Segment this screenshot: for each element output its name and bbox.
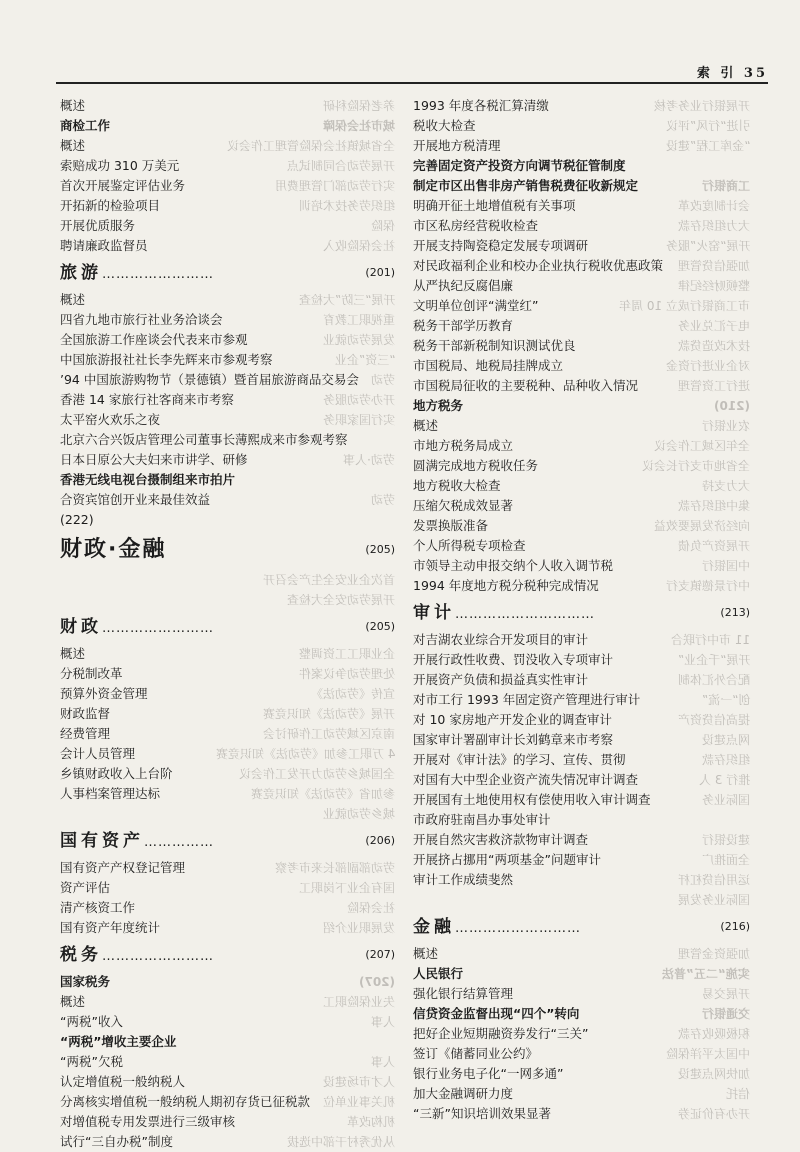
bleed-through-text: 实行劳动部门管理费用 <box>274 179 395 193</box>
index-column-right <box>413 96 750 1136</box>
index-entry <box>413 556 750 576</box>
bleed-through-text: 引进“行风”评议 <box>665 119 750 133</box>
bleed-through-text: 全面推广 <box>701 853 750 867</box>
index-entry <box>413 650 750 670</box>
bleed-through-text: “金库工程”建设 <box>665 139 750 153</box>
index-entry <box>413 984 750 1004</box>
bleed-through-text: 宣传《劳动法》 <box>310 687 395 701</box>
bleed-through-text: 积极吸收存款 <box>677 1027 750 1041</box>
bleed-through-text: 劳动 <box>370 373 395 387</box>
entry-text: 人民银行 <box>413 966 464 981</box>
entry-text: 分离核实增值税一般纳税人期初存货已征税款 <box>60 1094 311 1109</box>
bleed-through-text: 养老保险科研 <box>322 99 395 113</box>
entry-text: 对 10 家房地产开发企业的调查审计 <box>413 712 612 727</box>
index-entry <box>60 290 395 310</box>
bleed-through-text: 从优秀村干部中选拔 <box>286 1135 395 1149</box>
leader-dots: …………………… <box>102 621 214 636</box>
entry-text: 会计人员管理 <box>60 746 136 761</box>
bleed-through-text: 技术改造贷款 <box>677 339 750 353</box>
bleed-through-text: 社会保险收入 <box>322 239 395 253</box>
entry-text: 开展资产负债和损益真实性审计 <box>413 672 589 687</box>
entry-text: “两税”收入 <box>60 1014 123 1029</box>
bleed-through-text: 开展劳动合同制试点 <box>286 159 395 173</box>
index-entry <box>413 376 750 396</box>
entry-text: 开展自然灾害救济款物审计调查 <box>413 832 589 847</box>
section-title: 财政·金融 <box>60 537 167 562</box>
index-entry <box>60 1072 395 1092</box>
index-entry <box>413 630 750 650</box>
index-entry <box>60 350 395 370</box>
bleed-through-text: 南京区域劳动工作研讨会 <box>262 727 395 741</box>
bleed-through-text: 开展交易 <box>701 987 750 1001</box>
index-entry <box>413 1004 750 1024</box>
index-entry <box>60 724 395 744</box>
bleed-through-text: 对企业进行资金 <box>665 359 750 373</box>
bleed-through-text: 发展职业介绍 <box>322 921 395 935</box>
entry-text: 明确开征土地增值税有关事项 <box>413 198 576 213</box>
bleed-through-text: 首次企业安全生产会召开 <box>262 573 395 587</box>
index-entry <box>60 510 395 530</box>
index-entry <box>413 670 750 690</box>
entry-text: 国家审计署副审计长刘鹤章来市考察 <box>413 732 614 747</box>
bleed-through-text: 中国太平洋保险 <box>665 1047 750 1061</box>
entry-text: 经费管理 <box>60 726 111 741</box>
index-entry <box>60 898 395 918</box>
entry-text: 从严执纪反腐倡廉 <box>413 278 514 293</box>
entry-text: 概述 <box>413 946 439 961</box>
entry-text: 市政府驻南昌办事处审计 <box>413 812 551 827</box>
bleed-through-text: 人才市场建设 <box>322 1075 395 1089</box>
bleed-through-text: 向经济发展要效益 <box>653 519 750 533</box>
bleed-through-text: 实行国家职务 <box>322 413 395 427</box>
entry-text: 1993 年度各税汇算清缴 <box>413 98 549 113</box>
bleed-through-text: 城乡劳动就业 <box>322 807 395 821</box>
index-entry <box>60 644 395 664</box>
bleed-through-text: 全国城乡劳动力开发工作会议 <box>238 767 395 781</box>
bleed-through-text: 交通银行 <box>701 1007 750 1021</box>
entry-text: “两税”增收主要企业 <box>60 1034 177 1049</box>
index-entry <box>60 136 395 156</box>
entry-text: 对国有大中型企业资产流失情况审计调查 <box>413 772 639 787</box>
bleed-through-text: 国际业务发展 <box>677 893 750 907</box>
index-entry <box>60 664 395 684</box>
section-title: 国有资产 <box>60 831 144 851</box>
section-title: 审计 <box>413 603 455 623</box>
entry-text: 香港 14 家旅行社客商来市考察 <box>60 392 234 407</box>
bleed-through-text: 人事 <box>370 1015 395 1029</box>
entry-text: 索赔成功 310 万美元 <box>60 158 180 173</box>
index-entry <box>413 730 750 750</box>
section-title: 金融 <box>413 917 455 937</box>
entry-text: 对市工行 1993 年固定资产管理进行审计 <box>413 692 641 707</box>
bleed-through-text: 组织存款 <box>701 753 750 767</box>
index-section-heading <box>60 824 395 858</box>
entry-text: 税务干部学历教育 <box>413 318 514 333</box>
entry-text: 资产评估 <box>60 880 111 895</box>
index-entry <box>413 276 750 296</box>
index-entry <box>413 750 750 770</box>
index-section-heading <box>60 938 395 972</box>
bleed-through-text: 实施“二五”普法 <box>662 967 750 981</box>
bleed-through-text: 参加省《劳动法》知识竞赛 <box>250 787 395 801</box>
entry-text: 加大金融调研力度 <box>413 1086 514 1101</box>
index-entry <box>60 410 395 430</box>
entry-text: 圆满完成地方税收任务 <box>413 458 539 473</box>
index-entry <box>413 216 750 236</box>
entry-text: 北京六合兴饭店管理公司董事长薄熙成来市参观考察 <box>60 432 348 447</box>
index-entry <box>413 790 750 810</box>
index-entry <box>413 870 750 890</box>
entry-text: 聘请廉政监督员 <box>60 238 148 253</box>
bleed-through-text: 重视职工教育 <box>322 313 395 327</box>
index-entry <box>60 1132 395 1152</box>
entry-text: 国家税务 <box>60 974 111 989</box>
entry-text: 中国旅游报社社长李先辉来市参观考察 <box>60 352 273 367</box>
entry-text: 对增值税专用发票进行三级审核 <box>60 1114 236 1129</box>
entry-text: ’94 中国旅游购物节（景德镇）暨首届旅游商品交易会 <box>60 372 359 387</box>
entry-text: 清产核资工作 <box>60 900 136 915</box>
index-entry <box>60 450 395 470</box>
bleed-through-text: 全年区域工作会议 <box>653 439 750 453</box>
index-section-heading <box>413 910 750 944</box>
bleed-through-text: 机构改革 <box>346 1115 395 1129</box>
entry-text: 文明单位创评“满堂红” <box>413 298 539 313</box>
index-entry <box>60 764 395 784</box>
leader-dots: ………………………… <box>455 607 595 622</box>
entry-text: 日本日原公大夫妇来市讲学、研修 <box>60 452 248 467</box>
bleed-through-text: (207) <box>358 975 395 989</box>
bleed-through-text: 加快网点建设 <box>677 1067 750 1081</box>
entry-text: 把好企业短期融资券发行“三关” <box>413 1026 589 1041</box>
bleed-through-text: 开办有价证券 <box>677 1107 750 1121</box>
entry-text: 乡镇财政收入上台阶 <box>60 766 173 781</box>
entry-text: 预算外资金管理 <box>60 686 148 701</box>
index-entry <box>60 1032 395 1052</box>
entry-text: 审计工作成绩斐然 <box>413 872 514 887</box>
entry-text: 税务干部新税制知识测试优良 <box>413 338 576 353</box>
index-entry <box>60 972 395 992</box>
index-entry <box>413 396 750 416</box>
index-entry <box>60 390 395 410</box>
index-entry <box>413 456 750 476</box>
bleed-through-text: 信托 <box>725 1087 750 1101</box>
index-entry <box>413 830 750 850</box>
entry-text: 概述 <box>60 138 86 153</box>
index-entry <box>60 236 395 256</box>
entry-text: 商检工作 <box>60 118 111 133</box>
bleed-through-text: 中国银行 <box>701 559 750 573</box>
section-title: 旅游 <box>60 263 102 283</box>
leader-dots: …………… <box>144 835 214 850</box>
bleed-through-text: 大力组织存款 <box>677 219 750 233</box>
leader-dots: …………………… <box>102 949 214 964</box>
bleed-through-text: 工商银行 <box>701 179 750 193</box>
index-entry <box>413 810 750 830</box>
index-entry <box>413 236 750 256</box>
entry-text: 压缩欠税成效显著 <box>413 498 514 513</box>
leader-dots: ……………………… <box>455 921 581 936</box>
bleed-through-text: 国有企业下岗职工 <box>298 881 395 895</box>
entry-text: 签订《储蓄同业公约》 <box>413 1046 539 1061</box>
page-header <box>56 62 768 84</box>
index-entry <box>60 1052 395 1072</box>
bleed-through-text: 4 万职工参加《劳动法》知识竞赛 <box>215 747 395 761</box>
bleed-through-text: 中行景德镇支行 <box>665 579 750 593</box>
index-entry <box>413 176 750 196</box>
index-entry <box>413 536 750 556</box>
index-entry <box>60 1112 395 1132</box>
page-number: (216) <box>720 920 750 933</box>
index-entry <box>60 570 395 590</box>
index-entry <box>413 770 750 790</box>
index-entry <box>60 330 395 350</box>
entry-text: 开展对《审计法》的学习、宣传、贯彻 <box>413 752 626 767</box>
bleed-through-text: 加强信贷管理 <box>677 259 750 273</box>
page-header-text: 索 引 35 <box>696 66 768 81</box>
bleed-through-text: 保险 <box>370 219 395 233</box>
entry-text: 试行“三自办税”制度 <box>60 1134 173 1149</box>
bleed-through-text: 会计制度改革 <box>677 199 750 213</box>
entry-text: 概述 <box>60 98 86 113</box>
bleed-through-text: 电子汇兑业务 <box>677 319 750 333</box>
bleed-through-text: 失业保险职工 <box>322 995 395 1009</box>
index-entry <box>413 1104 750 1124</box>
index-entry <box>413 156 750 176</box>
index-entry <box>60 96 395 116</box>
entry-text: 市国税局征收的主要税种、品种收入情况 <box>413 378 639 393</box>
index-entry <box>60 590 395 610</box>
index-section-heading <box>60 256 395 290</box>
index-entry <box>60 1012 395 1032</box>
entry-text: 香港无线电视台摄制组来市拍片 <box>60 472 236 487</box>
index-section-heading <box>60 610 395 644</box>
entry-text: 概述 <box>60 994 86 1009</box>
index-entry <box>413 1064 750 1084</box>
index-entry <box>413 850 750 870</box>
index-entry <box>60 684 395 704</box>
entry-text: (222) <box>60 512 94 527</box>
entry-text: 概述 <box>60 646 86 661</box>
bleed-through-text: 网点建设 <box>701 733 750 747</box>
entry-text: 财政监督 <box>60 706 111 721</box>
index-entry <box>60 430 395 450</box>
index-entry <box>413 890 750 910</box>
entry-text: 认定增值税一般纳税人 <box>60 1074 186 1089</box>
entry-text: 首次开展鉴定评估业务 <box>60 178 186 193</box>
bleed-through-text: 集中组织存款 <box>677 499 750 513</box>
entry-text: 市地方税务局成立 <box>413 438 514 453</box>
bleed-through-text: 开展“窑火”服务 <box>665 239 750 253</box>
index-entry <box>60 858 395 878</box>
entry-text: 开展行政性收费、罚没收入专项审计 <box>413 652 614 667</box>
bleed-through-text: 劳动 <box>370 493 395 507</box>
bleed-through-text: 国际业务 <box>701 793 750 807</box>
page-number: (207) <box>365 948 395 961</box>
index-entry <box>60 470 395 490</box>
index-entry <box>413 436 750 456</box>
index-entry <box>413 336 750 356</box>
bleed-through-text: 全省地市支行长会议 <box>641 459 750 473</box>
entry-text: 开展地方税清理 <box>413 138 501 153</box>
entry-text: 对吉湖农业综合开发项目的审计 <box>413 632 589 647</box>
bleed-through-text: 处理劳动争议案件 <box>298 667 395 681</box>
entry-text: 国有资产年度统计 <box>60 920 161 935</box>
index-entry <box>60 216 395 236</box>
index-entry <box>60 784 395 804</box>
bleed-through-text: 提高信贷资产 <box>677 713 750 727</box>
bleed-through-text: 开办劳动服务 <box>322 393 395 407</box>
bleed-through-text: 全省城镇社会保险管理工作会议 <box>226 139 395 153</box>
bleed-through-text: 组织劳务技术培训 <box>298 199 395 213</box>
entry-text: 对民政福利企业和校办企业执行税收优惠政策 <box>413 258 664 273</box>
index-entry <box>413 1044 750 1064</box>
index-entry <box>413 964 750 984</box>
bleed-through-text: 开展银行业务考核 <box>653 99 750 113</box>
index-entry <box>60 878 395 898</box>
page-number: (205) <box>365 620 395 633</box>
index-entry <box>413 96 750 116</box>
page-number: (206) <box>365 834 395 847</box>
index-entry <box>413 416 750 436</box>
index-entry <box>60 992 395 1012</box>
entry-text: 市国税局、地税局挂牌成立 <box>413 358 564 373</box>
bleed-through-text: 建设银行 <box>701 833 750 847</box>
entry-text: 开展国有土地使用权有偿使用收入审计调查 <box>413 792 651 807</box>
bleed-through-text: 创“一流” <box>701 693 750 707</box>
index-entry <box>413 710 750 730</box>
index-entry <box>413 690 750 710</box>
entry-text: “三新”知识培训效果显著 <box>413 1106 551 1121</box>
bleed-through-text: 进行工资管理 <box>677 379 750 393</box>
bleed-through-text: (210) <box>713 399 750 413</box>
index-entry <box>413 516 750 536</box>
index-entry <box>60 490 395 510</box>
bleed-through-text: 运用信贷杠杆 <box>677 873 750 887</box>
entry-text: 银行业务电子化“一网多通” <box>413 1066 564 1081</box>
bleed-through-text: 劳动部副部长来市考察 <box>274 861 395 875</box>
entry-text: 1994 年度地方税分税种完成情况 <box>413 578 599 593</box>
bleed-through-text: 大力支持 <box>701 479 750 493</box>
bleed-through-text: 11 市中行联合 <box>670 633 750 647</box>
index-entry <box>60 176 395 196</box>
bleed-through-text: 整顿财经纪律 <box>677 279 750 293</box>
bleed-through-text: 开展《劳动法》知识竞赛 <box>262 707 395 721</box>
entry-text: 概述 <box>60 292 86 307</box>
entry-text: 制定市区出售非房产销售税费征收新规定 <box>413 178 639 193</box>
section-title: 税务 <box>60 945 102 965</box>
page-number: (201) <box>365 266 395 279</box>
entry-text: 市领导主动申报交纳个人收入调节税 <box>413 558 614 573</box>
bleed-through-text: “三资”企业 <box>334 353 395 367</box>
index-entry <box>413 356 750 376</box>
entry-text: 发票换版准备 <box>413 518 489 533</box>
entry-text: 四省九地市旅行社业务洽谈会 <box>60 312 223 327</box>
entry-text: 完善固定资产投资方向调节税征管制度 <box>413 158 626 173</box>
entry-text: 开拓新的检验项目 <box>60 198 161 213</box>
entry-text: 全国旅游工作座谈会代表来市参观 <box>60 332 248 347</box>
entry-text: 税收大检查 <box>413 118 476 133</box>
entry-text: 合资宾馆创开业来最佳效益 <box>60 492 211 507</box>
entry-text: “两税”欠税 <box>60 1054 123 1069</box>
entry-text: 概述 <box>413 418 439 433</box>
entry-text: 开展挤占挪用“两项基金”问题审计 <box>413 852 601 867</box>
bleed-through-text: 开展劳动安全大检查 <box>286 593 395 607</box>
index-entry <box>60 156 395 176</box>
index-entry <box>413 316 750 336</box>
bleed-through-text: 社会保险 <box>346 901 395 915</box>
index-entry <box>60 1092 395 1112</box>
index-entry <box>413 296 750 316</box>
index-entry <box>413 944 750 964</box>
index-entry <box>60 370 395 390</box>
entry-text: 开展支持陶瓷稳定发展专项调研 <box>413 238 589 253</box>
index-section-heading <box>60 530 395 570</box>
entry-text: 开展优质服务 <box>60 218 136 233</box>
bleed-through-text: 推行 3 人 <box>698 773 750 787</box>
section-title: 财政 <box>60 617 102 637</box>
entry-text: 信贷资金监督出现“四个”转向 <box>413 1006 580 1021</box>
index-entry <box>413 1084 750 1104</box>
index-entry <box>413 256 750 276</box>
index-entry <box>60 804 395 824</box>
bleed-through-text: 开展资产负债 <box>677 539 750 553</box>
entry-text: 国有资产产权登记管理 <box>60 860 186 875</box>
leader-dots: …………………… <box>102 267 214 282</box>
bleed-through-text: 农业银行 <box>701 419 750 433</box>
bleed-through-text: 开展“三防”大检查 <box>298 293 395 307</box>
bleed-through-text: 加强资金管理 <box>677 947 750 961</box>
index-entry <box>413 496 750 516</box>
bleed-through-text: 发展劳动就业 <box>322 333 395 347</box>
bleed-through-text: 人事 <box>370 1055 395 1069</box>
index-entry <box>413 196 750 216</box>
entry-text: 分税制改革 <box>60 666 123 681</box>
index-entry <box>60 196 395 216</box>
bleed-through-text: 企业职工工资调整 <box>298 647 395 661</box>
index-entry <box>60 918 395 938</box>
entry-text: 市区私房经营税收检查 <box>413 218 539 233</box>
entry-text: 太平窑火欢乐之夜 <box>60 412 161 427</box>
index-section-heading <box>413 596 750 630</box>
index-entry <box>413 576 750 596</box>
entry-text: 人事档案管理达标 <box>60 786 161 801</box>
index-entry <box>413 116 750 136</box>
entry-text: 个人所得税专项检查 <box>413 538 526 553</box>
page-number: (205) <box>365 543 395 556</box>
page-number: (213) <box>720 606 750 619</box>
index-entry <box>413 1024 750 1044</box>
index-entry <box>413 136 750 156</box>
index-entry <box>60 310 395 330</box>
bleed-through-text: 配合外汇体制 <box>677 673 750 687</box>
index-entry <box>413 476 750 496</box>
bleed-through-text: 城市社会保障 <box>322 119 395 133</box>
index-column-left <box>60 96 395 1149</box>
entry-text: 地方税务 <box>413 398 464 413</box>
index-entry <box>60 704 395 724</box>
bleed-through-text: 开展“千企业” <box>677 653 750 667</box>
bleed-through-text: 机关事业单位 <box>322 1095 395 1109</box>
bleed-through-text: 劳动·人事 <box>343 453 395 467</box>
entry-text: 强化银行结算管理 <box>413 986 514 1001</box>
bleed-through-text: 市工商银行成立 10 周年 <box>619 299 750 313</box>
index-entry <box>60 744 395 764</box>
index-entry <box>60 116 395 136</box>
entry-text: 地方税收大检查 <box>413 478 501 493</box>
